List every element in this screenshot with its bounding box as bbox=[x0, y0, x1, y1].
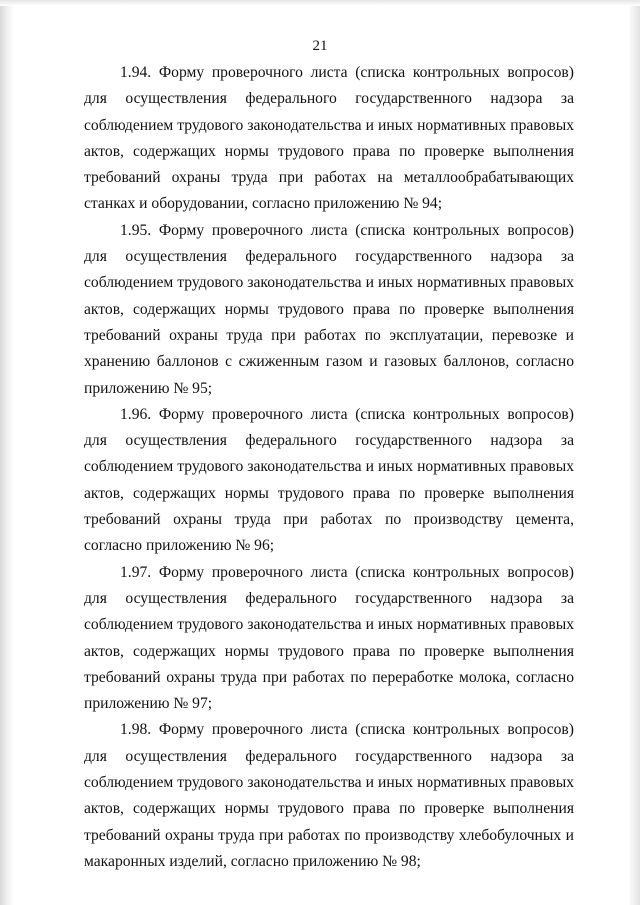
scan-edge-right bbox=[628, 0, 640, 905]
list-item-1-96: 1.96. Форму проверочного листа (списка контрольных вопросов) для осуществления федерального государственного надзора за соблюдением трудового законодательства и иных нормативных правовых актов, содержащих нормы трудового права по проверке выполнения требований охраны труда при работах по производству цемента, согласно приложению № 96; bbox=[84, 405, 574, 555]
scan-edge-left bbox=[0, 0, 14, 905]
page-number: 21 bbox=[312, 38, 328, 54]
document-body bbox=[84, 60, 574, 875]
list-item-1-94: 1.94. Форму проверочного листа (списка контрольных вопросов) для осуществления федерального государственного надзора за соблюдением трудового законодательства и иных нормативных правовых актов, содержащих нормы трудового права по проверке выполнения требований охраны труда при работах на металлообрабатывающих станках и оборудовании, согласно приложению № 94; bbox=[84, 64, 574, 213]
list-item-1-97: 1.97. Форму проверочного листа (списка контрольных вопросов) для осуществления федерального государственного надзора за соблюдением трудового законодательства и иных нормативных правовых актов, содержащих нормы трудового права по проверке выполнения требований охраны труда при работах по переработке молока, согласно приложению № 97; bbox=[84, 563, 574, 713]
list-item-1-98: 1.98. Форму проверочного листа (списка контрольных вопросов) для осуществления федерального государственного надзора за соблюдением трудового законодательства и иных нормативных правовых актов, содержащих нормы трудового права по проверке выполнения требований охраны труда при работах по производству хлебобулочных и макаронных изделий, согласно приложению № 98; bbox=[84, 721, 574, 870]
scan-edge-top bbox=[0, 0, 640, 6]
list-item-1-95: 1.95. Форму проверочного листа (списка контрольных вопросов) для осуществления федерального государственного надзора за соблюдением трудового законодательства и иных нормативных правовых актов, содержащих нормы трудового права по проверке выполнения требований охраны труда при работах по эксплуатации, перевозке и хранению баллонов с сжиженным газом и газовых баллонов, согласно приложению № 95; bbox=[84, 221, 574, 397]
